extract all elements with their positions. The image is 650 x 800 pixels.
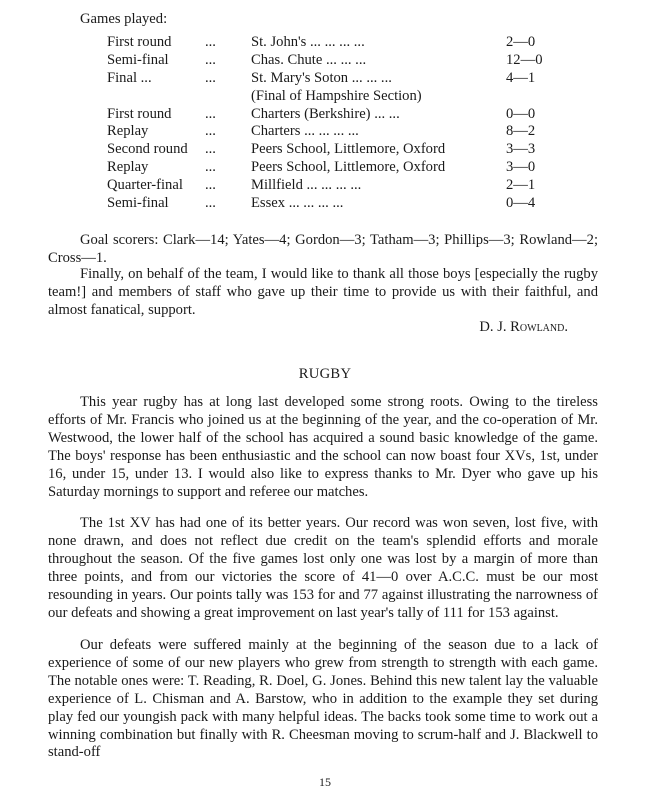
body-paragraph: This year rugby has at long last developed some strong roots. Owing to the tireless efforts of Mr. Francis who joined us at the beginning of the year, and the co-operation of Mr. Westwood, the lower half of the school has acquired a sound basic knowledge of the game. The boys' response has been enthusiastic and the school can now boast four XVs, 1st, under 16, under 15, under 13. I would also like to express thanks to Mr. Dyer who gave up his Saturday mornings to support and referee our matches. — [48, 394, 598, 500]
games-row — [107, 159, 547, 177]
signature: D. J. Rowland. — [479, 319, 568, 335]
game-round-leader: ... — [205, 177, 216, 194]
game-score: 3—0 — [506, 159, 536, 176]
game-opponent: St. Mary's Soton ... ... ... — [251, 69, 392, 86]
games-row — [107, 34, 547, 52]
game-opponent: Chas. Chute ... ... ... — [251, 51, 367, 68]
thanks-paragraph: Finally, on behalf of the team, I would like to thank all those boys [especially the rugby team!] and members of staff who gave up their time to provide us with their faithful, and almost fanatical, support. — [48, 266, 598, 318]
games-heading: Games played: — [80, 11, 168, 27]
game-round: Replay — [107, 123, 149, 140]
games-row — [107, 106, 547, 124]
game-opponent: (Final of Hampshire Section) — [251, 87, 422, 104]
game-round: Second round — [107, 141, 188, 158]
game-opponent: St. John's ... ... ... ... — [251, 34, 365, 50]
game-round: First round — [107, 105, 172, 122]
game-score: 8—2 — [506, 123, 536, 140]
game-score: 12—0 — [506, 51, 543, 68]
game-round-leader: ... — [205, 123, 216, 140]
game-score: 2—0 — [506, 34, 536, 50]
game-round-leader: ... — [205, 159, 216, 176]
game-round: Semi-final — [107, 51, 169, 68]
game-round-leader: ... — [205, 195, 216, 212]
game-round-leader: ... — [205, 141, 216, 158]
game-opponent: Millfield ... ... ... ... — [251, 177, 362, 194]
game-score: 0—4 — [506, 195, 536, 212]
games-row — [107, 123, 547, 141]
game-score: 3—3 — [506, 141, 536, 158]
game-round-leader: ... — [205, 105, 216, 122]
game-score: 0—0 — [506, 105, 536, 122]
games-table — [107, 34, 547, 213]
game-score: 4—1 — [506, 69, 536, 86]
game-opponent: Peers School, Littlemore, Oxford — [251, 141, 446, 158]
body-paragraph: The 1st XV has had one of its better years. Our record was won seven, lost five, with none drawn, and does not reflect due credit on the team's splendid efforts and morale throughout the season. Of the five games lost only one was lost by a margin of more than three points, and from our victories the score of 41—0 over A.C.C. must be our most resounding in years. Our points tally was 153 for and 77 against illustrating the narrowness of our defeats and showing a great improvement on last year's tally of 111 for 153 against. — [48, 515, 598, 621]
page-number: 15 — [319, 775, 331, 789]
game-score: 2—1 — [506, 177, 536, 194]
body-paragraph: Our defeats were suffered mainly at the beginning of the season due to a lack of experience of some of our new players who grew from strength to strength with each game. The notable ones were: T. Reading, R. Doel, G. Jones. Behind this new talent lay the valuable experience of L. Chisman and A. Barstow, who in addition to the example they set during play fed our youngish pack with many helpful ideas. The backs took some time to work out a winning combination but finally with R. Cheesman moving to scrum-half and J. Blackwell to stand-off — [48, 637, 598, 761]
games-row — [107, 88, 547, 106]
game-round: Final ... — [107, 69, 152, 86]
game-round: Semi-final — [107, 195, 169, 212]
game-opponent: Essex ... ... ... ... — [251, 195, 344, 212]
games-row — [107, 195, 547, 213]
games-row — [107, 141, 547, 159]
game-opponent: Charters (Berkshire) ... ... — [251, 105, 400, 122]
games-row — [107, 177, 547, 195]
games-row — [107, 52, 547, 70]
game-opponent: Peers School, Littlemore, Oxford — [251, 159, 446, 176]
game-round: First round — [107, 34, 172, 50]
game-round-leader: ... — [205, 69, 216, 86]
game-opponent: Charters ... ... ... ... — [251, 123, 359, 140]
games-row — [107, 70, 547, 88]
game-round-leader: ... — [205, 51, 216, 68]
goal-scorers: Goal scorers: Clark—14; Yates—4; Gordon—3; Tatham—3; Phillips—3; Rowland—2; Cross—1. — [48, 232, 598, 266]
game-round-leader: ... — [205, 34, 216, 50]
section-heading: RUGBY — [298, 366, 352, 382]
game-round: Quarter-final — [107, 177, 183, 194]
game-round: Replay — [107, 159, 149, 176]
